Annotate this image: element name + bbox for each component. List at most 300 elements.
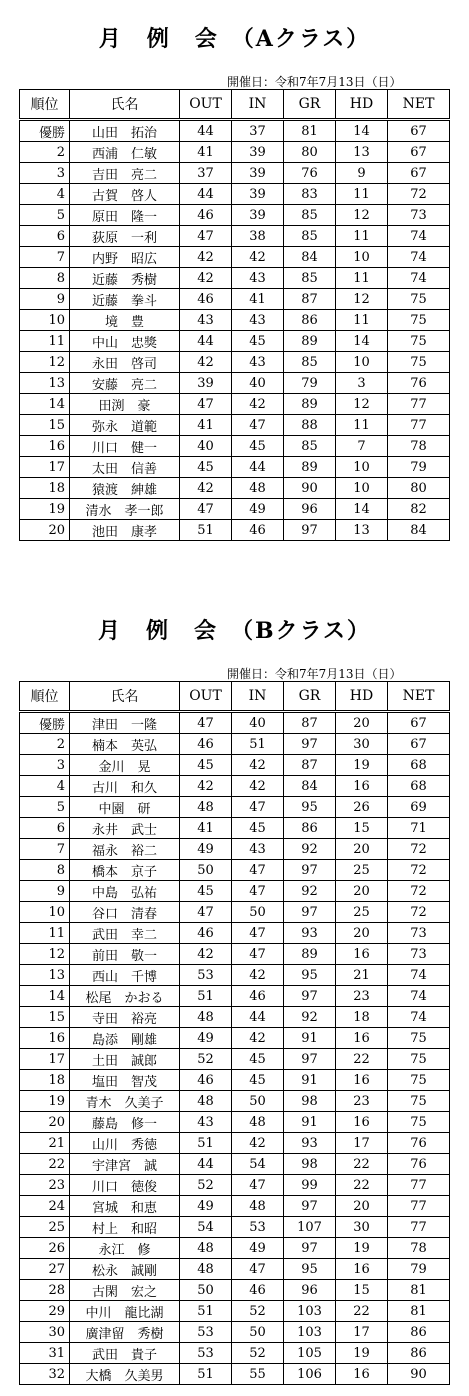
cell-name: 前田 敬一 [70,944,180,965]
cell-hd: 13 [336,142,388,163]
cell-out: 42 [180,268,232,289]
cell-in: 49 [232,499,284,520]
cell-in: 39 [232,142,284,163]
cell-gr: 84 [284,247,336,268]
cell-hd: 20 [336,881,388,902]
cell-gr: 79 [284,373,336,394]
cell-gr: 97 [284,1196,336,1217]
table-row [20,1007,450,1028]
table-row [20,839,450,860]
cell-rank: 5 [20,797,70,818]
cell-rank: 8 [20,268,70,289]
cell-hd: 16 [336,944,388,965]
cell-hd: 14 [336,499,388,520]
cell-net: 81 [388,1280,450,1301]
cell-gr: 93 [284,1133,336,1154]
table-row [20,1070,450,1091]
cell-hd: 20 [336,1196,388,1217]
cell-name: 大橋 久美男 [70,1364,180,1385]
table-row [20,860,450,881]
cell-name: 内野 昭広 [70,247,180,268]
cell-hd: 22 [336,1301,388,1322]
cell-in: 49 [232,1238,284,1259]
cell-net: 74 [388,1007,450,1028]
cell-net: 75 [388,1049,450,1070]
column-header-out: OUT [180,682,232,712]
cell-in: 42 [232,776,284,797]
cell-in: 50 [232,1091,284,1112]
table-row [20,1028,450,1049]
cell-rank: 17 [20,1049,70,1070]
cell-hd: 9 [336,163,388,184]
cell-out: 42 [180,776,232,797]
cell-in: 42 [232,755,284,776]
cell-rank: 12 [20,352,70,373]
cell-hd: 25 [336,860,388,881]
cell-rank: 14 [20,986,70,1007]
cell-in: 42 [232,965,284,986]
cell-net: 68 [388,755,450,776]
cell-gr: 83 [284,184,336,205]
cell-out: 52 [180,1049,232,1070]
table-row [20,755,450,776]
cell-rank: 15 [20,415,70,436]
cell-rank: 4 [20,184,70,205]
cell-gr: 97 [284,1049,336,1070]
cell-name: 津田 一隆 [70,712,180,734]
cell-net: 74 [388,986,450,1007]
table-row [20,331,450,352]
cell-hd: 12 [336,394,388,415]
cell-in: 39 [232,184,284,205]
cell-out: 50 [180,860,232,881]
cell-out: 53 [180,1343,232,1364]
column-header-out: OUT [180,90,232,120]
cell-hd: 16 [336,776,388,797]
cell-out: 42 [180,478,232,499]
cell-rank: 25 [20,1217,70,1238]
table-row [20,1196,450,1217]
table-row [20,986,450,1007]
cell-net: 76 [388,1154,450,1175]
cell-rank: 29 [20,1301,70,1322]
cell-name: 山田 拓治 [70,120,180,142]
table-row [20,818,450,839]
cell-hd: 10 [336,247,388,268]
cell-net: 77 [388,1175,450,1196]
cell-rank: 20 [20,520,70,541]
cell-out: 51 [180,1133,232,1154]
cell-net: 75 [388,1091,450,1112]
cell-net: 76 [388,373,450,394]
cell-in: 47 [232,415,284,436]
cell-out: 48 [180,1259,232,1280]
cell-name: 太田 信善 [70,457,180,478]
cell-out: 41 [180,818,232,839]
cell-gr: 89 [284,331,336,352]
cell-name: 松尾 かおる [70,986,180,1007]
cell-gr: 105 [284,1343,336,1364]
cell-rank: 優勝 [20,120,70,142]
cell-rank: 6 [20,226,70,247]
table-row [20,734,450,755]
cell-in: 48 [232,1112,284,1133]
cell-rank: 26 [20,1238,70,1259]
table-row [20,1112,450,1133]
cell-name: 中山 忠獎 [70,331,180,352]
cell-name: 古賀 啓人 [70,184,180,205]
cell-gr: 87 [284,289,336,310]
cell-out: 46 [180,205,232,226]
cell-out: 51 [180,986,232,1007]
class-a-results-table [19,89,450,541]
cell-in: 44 [232,457,284,478]
cell-net: 77 [388,415,450,436]
column-header-hd: HD [336,682,388,712]
table-row [20,1301,450,1322]
cell-hd: 11 [336,184,388,205]
column-header-net: NET [388,682,450,712]
cell-rank: 21 [20,1133,70,1154]
table-row [20,1091,450,1112]
cell-out: 52 [180,1175,232,1196]
cell-out: 47 [180,226,232,247]
cell-in: 47 [232,944,284,965]
cell-name: 西山 千博 [70,965,180,986]
cell-gr: 93 [284,923,336,944]
cell-net: 67 [388,120,450,142]
cell-name: 境 豊 [70,310,180,331]
cell-rank: 22 [20,1154,70,1175]
table-header-row [20,90,450,120]
column-header-rank: 順位 [20,682,70,712]
cell-rank: 3 [20,755,70,776]
cell-rank: 10 [20,310,70,331]
table-row [20,1175,450,1196]
cell-name: 松永 誠剛 [70,1259,180,1280]
cell-gr: 106 [284,1364,336,1385]
cell-in: 50 [232,1322,284,1343]
cell-gr: 92 [284,1007,336,1028]
column-header-name: 氏名 [70,90,180,120]
table-row [20,776,450,797]
cell-gr: 91 [284,1112,336,1133]
table-row [20,1238,450,1259]
cell-name: 村上 和昭 [70,1217,180,1238]
cell-net: 77 [388,1196,450,1217]
cell-gr: 96 [284,1280,336,1301]
cell-name: 古閑 宏之 [70,1280,180,1301]
cell-out: 46 [180,734,232,755]
cell-gr: 97 [284,1238,336,1259]
cell-in: 48 [232,478,284,499]
cell-in: 42 [232,247,284,268]
cell-name: 塩田 智茂 [70,1070,180,1091]
cell-rank: 23 [20,1175,70,1196]
cell-name: 土田 誠郎 [70,1049,180,1070]
cell-gr: 84 [284,776,336,797]
cell-gr: 88 [284,415,336,436]
cell-rank: 15 [20,1007,70,1028]
cell-out: 39 [180,373,232,394]
cell-net: 74 [388,247,450,268]
cell-out: 42 [180,352,232,373]
cell-out: 47 [180,499,232,520]
cell-net: 72 [388,860,450,881]
cell-gr: 97 [284,734,336,755]
cell-in: 43 [232,839,284,860]
cell-out: 47 [180,902,232,923]
cell-in: 40 [232,373,284,394]
cell-in: 44 [232,1007,284,1028]
cell-hd: 22 [336,1175,388,1196]
cell-rank: 31 [20,1343,70,1364]
cell-name: 青木 久美子 [70,1091,180,1112]
table-row [20,120,450,142]
cell-gr: 85 [284,352,336,373]
cell-rank: 28 [20,1280,70,1301]
cell-hd: 10 [336,352,388,373]
cell-net: 78 [388,436,450,457]
cell-gr: 98 [284,1154,336,1175]
cell-hd: 22 [336,1154,388,1175]
cell-gr: 96 [284,499,336,520]
cell-net: 79 [388,457,450,478]
table-row [20,881,450,902]
cell-name: 永田 啓司 [70,352,180,373]
table-row [20,1049,450,1070]
table-row [20,142,450,163]
cell-gr: 91 [284,1070,336,1091]
cell-gr: 103 [284,1301,336,1322]
cell-net: 67 [388,163,450,184]
class-a-date: 開催日：令和7年7月13日（日） [227,75,402,89]
class-b-results-table [19,681,450,1385]
cell-gr: 98 [284,1091,336,1112]
cell-gr: 92 [284,881,336,902]
cell-rank: 19 [20,1091,70,1112]
cell-name: 谷口 清春 [70,902,180,923]
cell-net: 75 [388,310,450,331]
cell-hd: 11 [336,310,388,331]
column-header-rank: 順位 [20,90,70,120]
cell-gr: 97 [284,860,336,881]
cell-rank: 16 [20,1028,70,1049]
cell-name: 山川 秀徳 [70,1133,180,1154]
cell-name: 池田 康孝 [70,520,180,541]
cell-in: 40 [232,712,284,734]
table-row [20,163,450,184]
cell-net: 74 [388,965,450,986]
cell-net: 75 [388,1028,450,1049]
cell-in: 48 [232,1196,284,1217]
cell-net: 82 [388,499,450,520]
cell-in: 51 [232,734,284,755]
cell-hd: 25 [336,902,388,923]
cell-gr: 80 [284,142,336,163]
cell-out: 40 [180,436,232,457]
table-row [20,944,450,965]
cell-in: 54 [232,1154,284,1175]
cell-in: 46 [232,520,284,541]
cell-name: 弥永 道範 [70,415,180,436]
cell-out: 48 [180,797,232,818]
cell-name: 荻原 一利 [70,226,180,247]
cell-name: 福永 裕二 [70,839,180,860]
column-header-gr: GR [284,90,336,120]
cell-in: 38 [232,226,284,247]
cell-net: 79 [388,1259,450,1280]
cell-gr: 97 [284,520,336,541]
cell-gr: 92 [284,839,336,860]
table-row [20,478,450,499]
cell-gr: 85 [284,436,336,457]
table-row [20,310,450,331]
cell-gr: 76 [284,163,336,184]
cell-out: 37 [180,163,232,184]
cell-in: 42 [232,1028,284,1049]
cell-out: 51 [180,1301,232,1322]
cell-out: 44 [180,184,232,205]
cell-in: 52 [232,1301,284,1322]
cell-name: 中島 弘祐 [70,881,180,902]
cell-gr: 87 [284,755,336,776]
cell-gr: 103 [284,1322,336,1343]
cell-hd: 3 [336,373,388,394]
column-header-in: IN [232,682,284,712]
table-row [20,457,450,478]
cell-name: 藤島 修一 [70,1112,180,1133]
cell-name: 近藤 秀樹 [70,268,180,289]
cell-gr: 90 [284,478,336,499]
table-row [20,1364,450,1385]
cell-name: 川口 徳俊 [70,1175,180,1196]
cell-out: 42 [180,944,232,965]
table-row [20,923,450,944]
cell-rank: 20 [20,1112,70,1133]
cell-gr: 97 [284,902,336,923]
cell-in: 43 [232,268,284,289]
cell-net: 74 [388,268,450,289]
cell-net: 72 [388,881,450,902]
cell-gr: 86 [284,310,336,331]
class-b-date: 開催日：令和7年7月13日（日） [227,667,402,681]
cell-out: 44 [180,331,232,352]
cell-name: 橋本 京子 [70,860,180,881]
cell-hd: 10 [336,457,388,478]
cell-net: 80 [388,478,450,499]
cell-name: 近藤 拳斗 [70,289,180,310]
cell-in: 46 [232,986,284,1007]
table-row [20,394,450,415]
column-header-in: IN [232,90,284,120]
cell-out: 53 [180,1322,232,1343]
cell-net: 77 [388,394,450,415]
cell-in: 47 [232,797,284,818]
cell-out: 43 [180,310,232,331]
cell-in: 47 [232,923,284,944]
cell-hd: 23 [336,986,388,1007]
cell-net: 74 [388,226,450,247]
cell-hd: 18 [336,1007,388,1028]
cell-rank: 14 [20,394,70,415]
cell-gr: 91 [284,1028,336,1049]
column-header-name: 氏名 [70,682,180,712]
cell-rank: 4 [20,776,70,797]
cell-net: 72 [388,839,450,860]
table-row [20,902,450,923]
cell-out: 41 [180,415,232,436]
cell-gr: 95 [284,965,336,986]
cell-name: 金川 晃 [70,755,180,776]
cell-net: 72 [388,184,450,205]
cell-rank: 18 [20,1070,70,1091]
cell-in: 43 [232,310,284,331]
cell-name: 田渕 豪 [70,394,180,415]
cell-rank: 24 [20,1196,70,1217]
cell-hd: 11 [336,415,388,436]
cell-hd: 26 [336,797,388,818]
class-b-title: 月 例 会 （Bクラス） [98,618,371,644]
cell-net: 75 [388,331,450,352]
cell-name: 中園 研 [70,797,180,818]
cell-hd: 23 [336,1091,388,1112]
cell-name: 宇津宮 誠 [70,1154,180,1175]
cell-in: 45 [232,818,284,839]
cell-name: 古川 和久 [70,776,180,797]
cell-name: 原田 隆一 [70,205,180,226]
table-row [20,226,450,247]
cell-rank: 11 [20,923,70,944]
cell-in: 45 [232,1070,284,1091]
column-header-hd: HD [336,90,388,120]
cell-net: 73 [388,205,450,226]
cell-gr: 85 [284,205,336,226]
cell-rank: 6 [20,818,70,839]
cell-name: 島添 剛雄 [70,1028,180,1049]
cell-net: 67 [388,142,450,163]
cell-gr: 85 [284,268,336,289]
table-row [20,1259,450,1280]
cell-gr: 89 [284,944,336,965]
table-row [20,965,450,986]
cell-net: 69 [388,797,450,818]
cell-net: 67 [388,734,450,755]
cell-gr: 95 [284,1259,336,1280]
cell-hd: 13 [336,520,388,541]
cell-in: 45 [232,1049,284,1070]
cell-rank: 7 [20,247,70,268]
cell-hd: 16 [336,1112,388,1133]
cell-hd: 15 [336,1280,388,1301]
cell-gr: 95 [284,797,336,818]
cell-out: 48 [180,1091,232,1112]
cell-in: 45 [232,436,284,457]
cell-gr: 89 [284,457,336,478]
table-row [20,1343,450,1364]
cell-net: 86 [388,1343,450,1364]
cell-name: 安藤 亮二 [70,373,180,394]
cell-out: 49 [180,1196,232,1217]
cell-out: 49 [180,1028,232,1049]
cell-name: 川口 健一 [70,436,180,457]
cell-hd: 11 [336,226,388,247]
cell-rank: 11 [20,331,70,352]
cell-gr: 87 [284,712,336,734]
cell-name: 猿渡 紳雄 [70,478,180,499]
cell-hd: 17 [336,1322,388,1343]
cell-rank: 19 [20,499,70,520]
